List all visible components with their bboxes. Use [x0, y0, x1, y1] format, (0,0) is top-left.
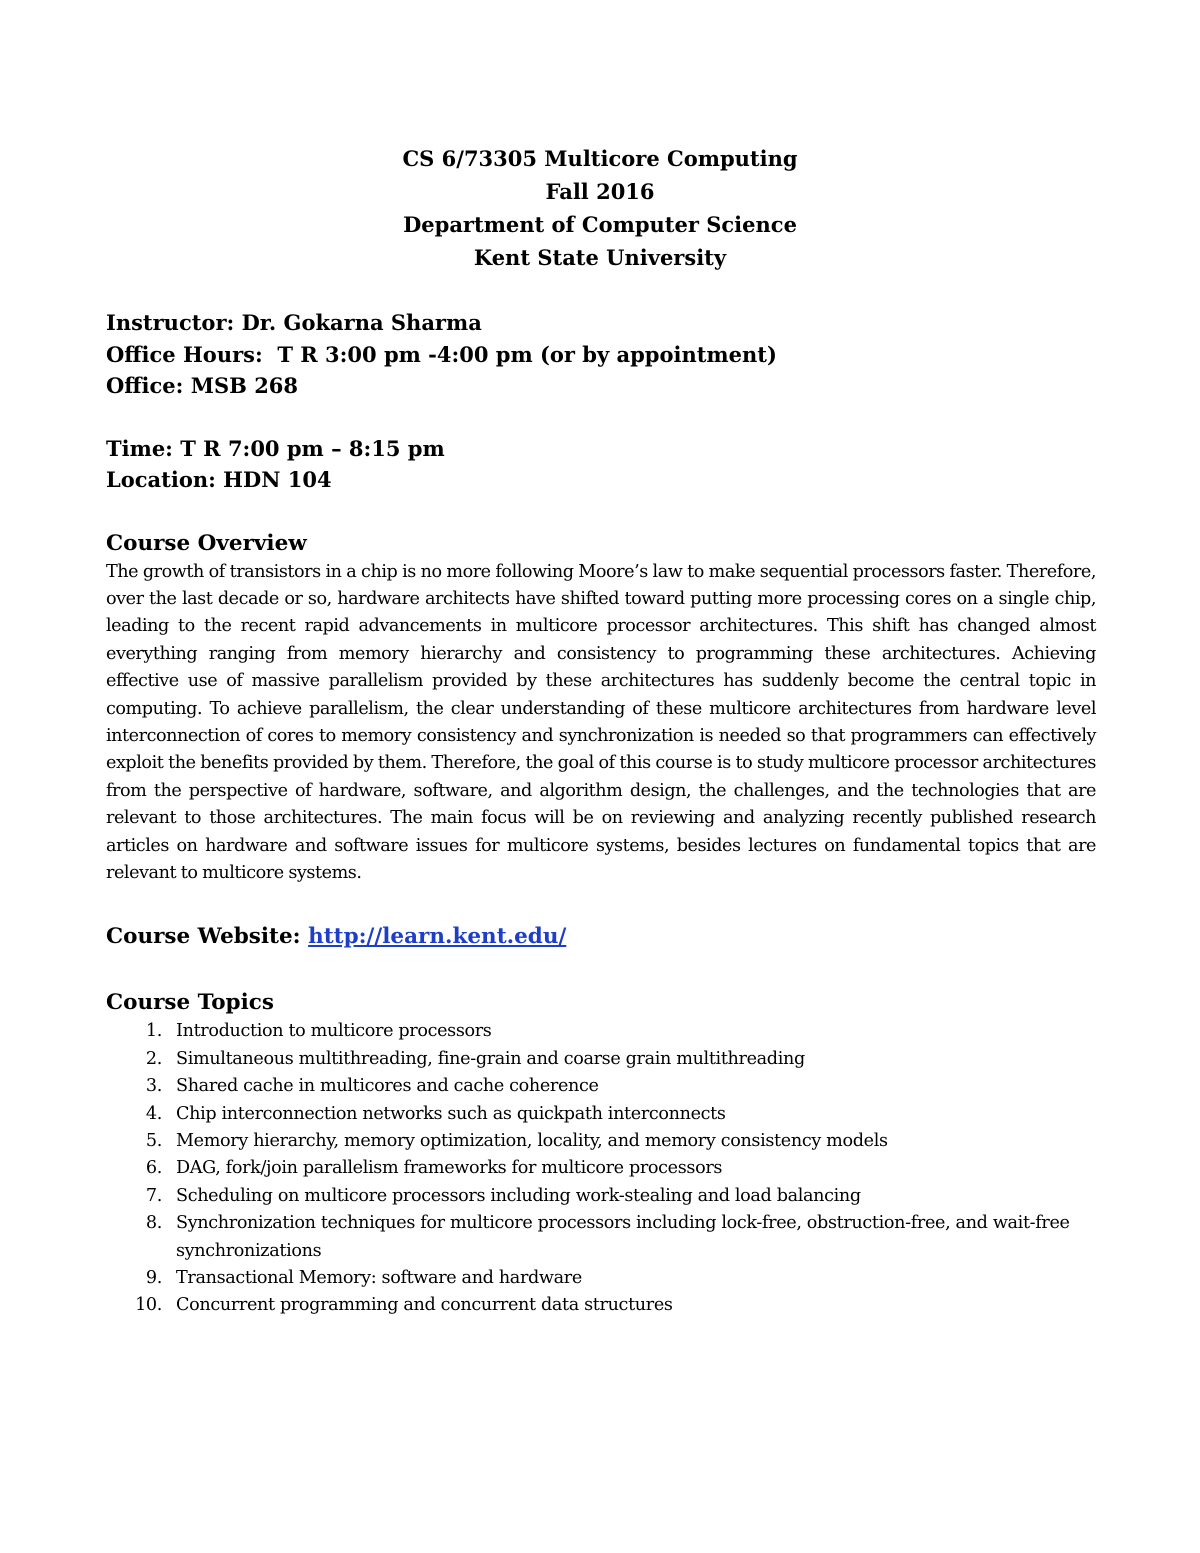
- list-item-text: Synchronization techniques for multicore processors including lock-free, obstruction-free, and wait-free synchronizations: [176, 1213, 1070, 1261]
- website-label: Course Website:: [106, 924, 309, 950]
- topics-heading: Course Topics: [106, 990, 274, 1016]
- website-link[interactable]: http://learn.kent.edu/: [308, 924, 567, 950]
- overview-paragraph: The growth of transistors in a chip is no more following Moore’s law to make sequential processors faster. Therefore, over the last decade or so, hardware architects have shifted toward putting more processing cores on a single chip, leading to the recent rapid advancements in multicore processor architectures. This shift has changed almost everything ranging from memory hierarchy and consistency to programming these architectures. Achieving effective use of massive parallelism provided by these architectures has suddenly become the central topic in computing. To achieve parallelism, the clear understanding of these multicore architectures from hardware level interconnection of cores to memory consistency and synchronization is needed so that programmers can effectively exploit the benefits provided by them. Therefore, the goal of this course is to study multicore processor architectures from the perspective of hardware, software, and algorithm design, the challenges, and the technologies that are relevant to those architectures. The main focus will be on reviewing and analyzing recently published research articles on hardware and software issues for multicore systems, besides lectures on fundamental topics that are relevant to multicore systems.: [106, 561, 1096, 883]
- list-item-text: Introduction to multicore processors: [176, 1021, 492, 1042]
- list-item-number: 9.: [145, 1268, 162, 1289]
- list-item-text: Chip interconnection networks such as quickpath interconnects: [176, 1103, 726, 1124]
- list-item-number: 8.: [145, 1213, 162, 1234]
- location-line: Location: HDN 104: [106, 467, 332, 492]
- office-hours-line: Office Hours: T R 3:00 pm -4:00 pm (or by appointment): [106, 341, 777, 367]
- schedule-info: [106, 433, 1096, 496]
- instructor-info: [106, 307, 1096, 402]
- list-item-number: 1.: [145, 1021, 162, 1042]
- list-item: [106, 1046, 1096, 1073]
- list-item-text: Shared cache in multicores and cache coherence: [176, 1076, 599, 1097]
- instructor-line: Instructor: Dr. Gokarna Sharma: [106, 310, 482, 335]
- course-term: Fall 2016: [545, 179, 655, 204]
- syllabus-page: [106, 142, 1096, 1320]
- topics-list: [106, 1018, 1096, 1319]
- list-item-number: 6.: [145, 1158, 162, 1179]
- list-item-number: 5.: [145, 1131, 162, 1151]
- list-item: [106, 1183, 1096, 1210]
- list-item-text: Transactional Memory: software and hardware: [176, 1268, 582, 1289]
- university-name: Kent State University: [473, 245, 727, 270]
- list-item-text: Scheduling on multicore processors including work-stealing and load balancing: [176, 1185, 861, 1206]
- list-item: [106, 1210, 1096, 1265]
- office-line: Office: MSB 268: [106, 373, 299, 398]
- list-item-number: 7.: [145, 1185, 162, 1206]
- list-item-number: 4.: [145, 1103, 162, 1124]
- list-item: [106, 1018, 1096, 1045]
- list-item-text: Simultaneous multithreading, fine-grain and coarse grain multithreading: [176, 1048, 805, 1069]
- list-item: [106, 1101, 1096, 1128]
- list-item-number: 2.: [145, 1048, 162, 1069]
- list-item-text: Concurrent programming and concurrent data structures: [176, 1295, 673, 1316]
- list-item: [106, 1128, 1096, 1155]
- list-item: [106, 1155, 1096, 1182]
- title-block: [104, 142, 1096, 274]
- course-title: CS 6/73305 Multicore Computing: [402, 146, 798, 171]
- list-item: [106, 1265, 1096, 1292]
- list-item-number: 10.: [135, 1295, 162, 1316]
- time-line: Time: T R 7:00 pm – 8:15 pm: [106, 435, 445, 461]
- department-name: Department of Computer Science: [403, 212, 797, 237]
- list-item-number: 3.: [145, 1076, 162, 1097]
- list-item-text: Memory hierarchy, memory optimization, locality, and memory consistency models: [176, 1131, 888, 1151]
- list-item-text: DAG, fork/join parallelism frameworks for multicore processors: [176, 1158, 723, 1179]
- course-website: [106, 922, 1096, 952]
- list-item: [106, 1292, 1096, 1319]
- overview-heading: Course Overview: [106, 530, 307, 556]
- list-item: [106, 1073, 1096, 1100]
